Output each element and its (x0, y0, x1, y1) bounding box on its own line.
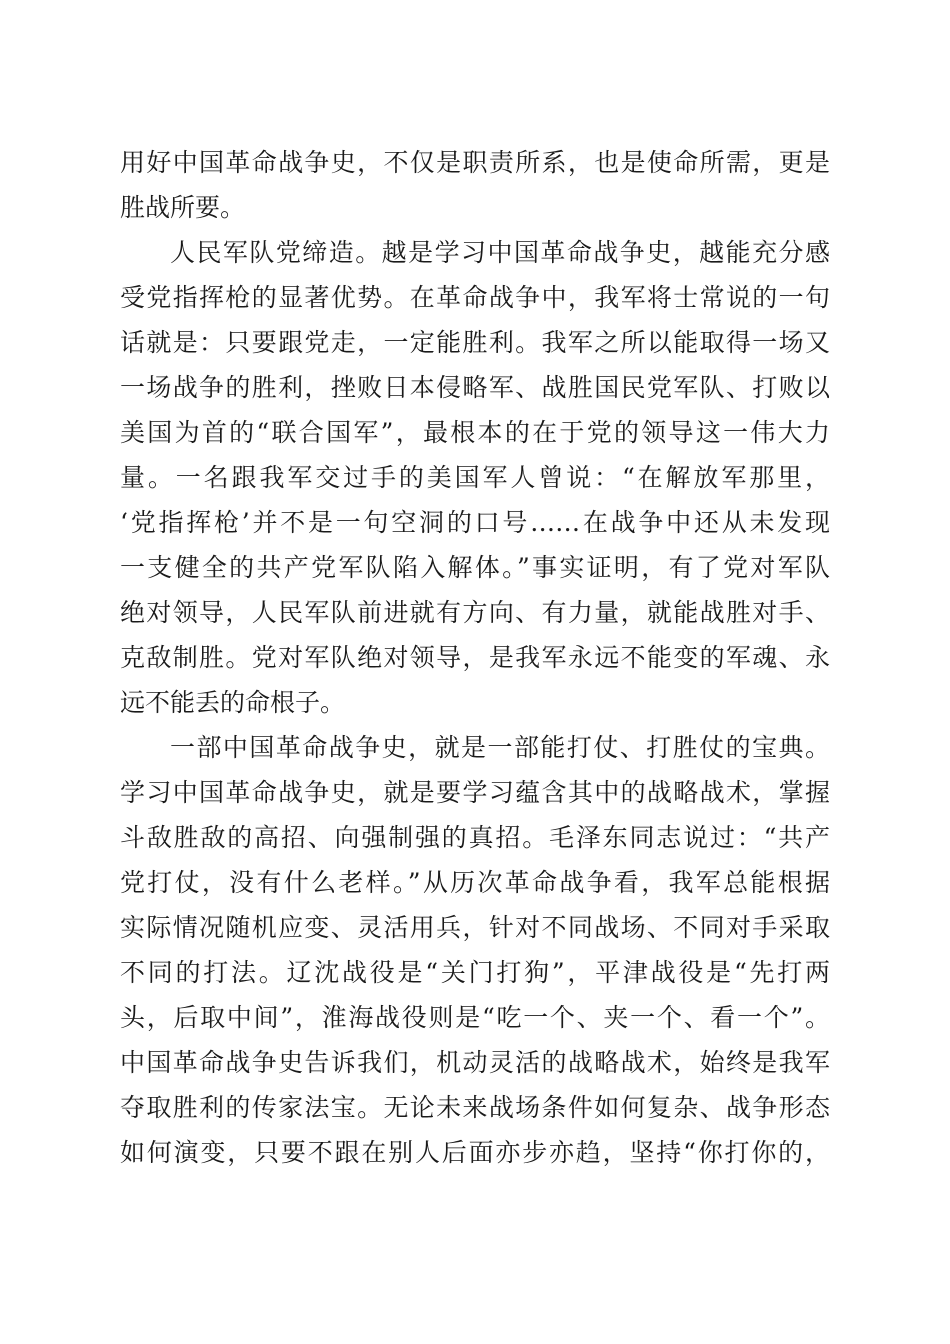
text-line: 远不能丢的命根子。 (120, 688, 346, 717)
body-text (120, 140, 830, 1175)
text-line: 绝对领导，人民军队前进就有方向、有力量，就能战胜对手、 (120, 598, 830, 627)
text-line: 夺取胜利的传家法宝。无论未来战场条件如何复杂、战争形态 (120, 1093, 830, 1122)
text-line: 党打仗，没有什么老样。”从历次革命战争看，我军总能根据 (120, 868, 830, 897)
text-line: 受党指挥枪的显著优势。在革命战争中，我军将士常说的一句 (120, 283, 830, 312)
text-line: 学习中国革命战争史，就是要学习蕴含其中的战略战术，掌握 (120, 778, 830, 807)
text-line: 胜战所要。 (120, 193, 246, 222)
text-line: 一场战争的胜利，挫败日本侵略军、战胜国民党军队、打败以 (120, 373, 830, 402)
text-line: 头，后取中间”，淮海战役则是“吃一个、夹一个、看一个”。 (120, 1003, 830, 1032)
text-line: 话就是：只要跟党走，一定能胜利。我军之所以能取得一场又 (120, 328, 830, 357)
text-line: 中国革命战争史告诉我们，机动灵活的战略战术，始终是我军 (120, 1048, 830, 1077)
text-line: 美国为首的“联合国军”，最根本的在于党的领导这一伟大力 (120, 418, 830, 447)
text-line: 斗敌胜敌的高招、向强制强的真招。毛泽东同志说过：“共产 (120, 823, 830, 852)
text-line: 实际情况随机应变、灵活用兵，针对不同战场、不同对手采取 (120, 913, 830, 942)
text-line: 克敌制胜。党对军队绝对领导，是我军永远不能变的军魂、永 (120, 643, 830, 672)
text-line: 如何演变，只要不跟在别人后面亦步亦趋，坚持“你打你的， (120, 1138, 830, 1167)
text-line: 不同的打法。辽沈战役是“关门打狗”，平津战役是“先打两 (120, 958, 830, 987)
text-line: 一支健全的共产党军队陷入解体。”事实证明，有了党对军队 (120, 553, 830, 582)
text-line: 量。一名跟我军交过手的美国军人曾说：“在解放军那里， (120, 463, 830, 492)
text-line: 用好中国革命战争史，不仅是职责所系，也是使命所需，更是 (120, 148, 830, 177)
paragraph-start-line: 人民军队党缔造。越是学习中国革命战争史，越能充分感 (170, 238, 830, 267)
paragraph-start-line: 一部中国革命战争史，就是一部能打仗、打胜仗的宝典。 (170, 733, 830, 762)
text-line: ‘党指挥枪’并不是一句空洞的口号……在战争中还从未发现 (120, 508, 830, 537)
